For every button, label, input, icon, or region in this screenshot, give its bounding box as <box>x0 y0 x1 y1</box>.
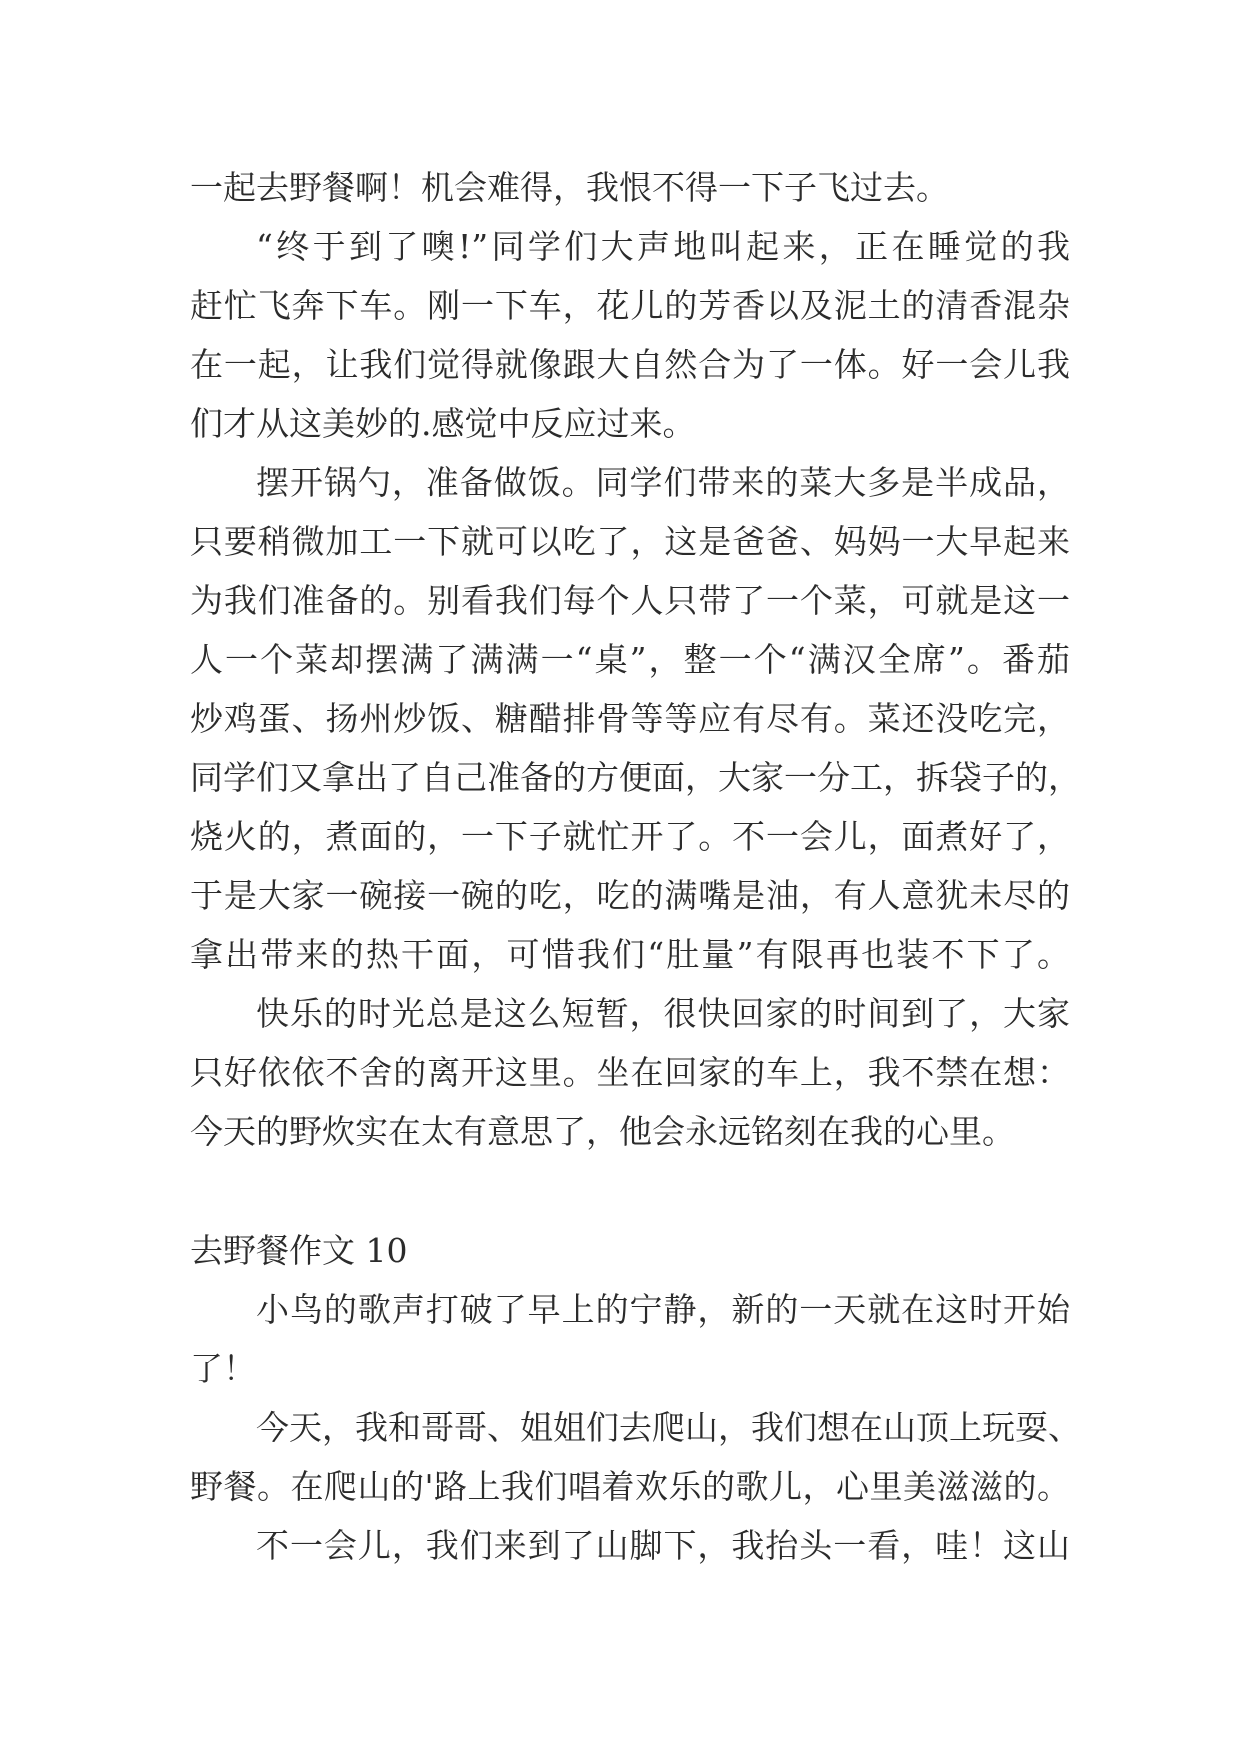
text-line: 烧火的，煮面的，一下子就忙开了。不一会儿，面煮好了， <box>190 817 1070 856</box>
text-line: 野餐。在爬山的'路上我们唱着欢乐的歌儿，心里美滋滋的。 <box>190 1467 1070 1506</box>
text-line: “终于到了噢!”同学们大声地叫起来，正在睡觉的我 <box>256 227 1070 266</box>
text-line: 摆开锅勺，准备做饭。同学们带来的菜大多是半成品， <box>256 463 1070 502</box>
text-line: 今天，我和哥哥、姐姐们去爬山，我们想在山顶上玩耍、 <box>256 1408 1081 1447</box>
section-spacer <box>190 1161 1070 1221</box>
section-heading: 去野餐作文 10 <box>190 1231 408 1270</box>
text-line: 为我们准备的。别看我们每个人只带了一个菜，可就是这一 <box>190 581 1070 620</box>
text-line: 在一起，让我们觉得就像跟大自然合为了一体。好一会儿我 <box>190 345 1070 384</box>
text-line: 快乐的时光总是这么短暂，很快回家的时间到了，大家 <box>256 994 1070 1033</box>
text-line: 小鸟的歌声打破了早上的宁静，新的一天就在这时开始 <box>256 1290 1070 1329</box>
text-line: 同学们又拿出了自己准备的方便面，大家一分工，拆袋子的， <box>190 758 1081 797</box>
text-line: 赶忙飞奔下车。刚一下车，花儿的芳香以及泥土的清香混杂 <box>190 286 1070 325</box>
text-line: 们才从这美妙的.感觉中反应过来。 <box>190 404 696 443</box>
text-line: 了！ <box>190 1349 256 1388</box>
text-line: 人一个菜却摆满了满满一“桌”，整一个“满汉全席”。番茄 <box>190 640 1070 679</box>
text-line: 只要稍微加工一下就可以吃了，这是爸爸、妈妈一大早起来 <box>190 522 1070 561</box>
document-body <box>190 158 1081 1575</box>
text-line: 一起去野餐啊！机会难得，我恨不得一下子飞过去。 <box>190 168 949 207</box>
text-line: 于是大家一碗接一碗的吃，吃的满嘴是油，有人意犹未尽的 <box>190 876 1070 915</box>
text-line: 只好依依不舍的离开这里。坐在回家的车上，我不禁在想： <box>190 1053 1070 1092</box>
text-line: 炒鸡蛋、扬州炒饭、糖醋排骨等等应有尽有。菜还没吃完， <box>190 699 1070 738</box>
text-line: 拿出带来的热干面，可惜我们“肚量”有限再也装不下了。 <box>190 935 1070 974</box>
text-line: 不一会儿，我们来到了山脚下，我抬头一看，哇！这山 <box>256 1526 1070 1565</box>
text-line: 今天的野炊实在太有意思了，他会永远铭刻在我的心里。 <box>190 1112 1015 1151</box>
